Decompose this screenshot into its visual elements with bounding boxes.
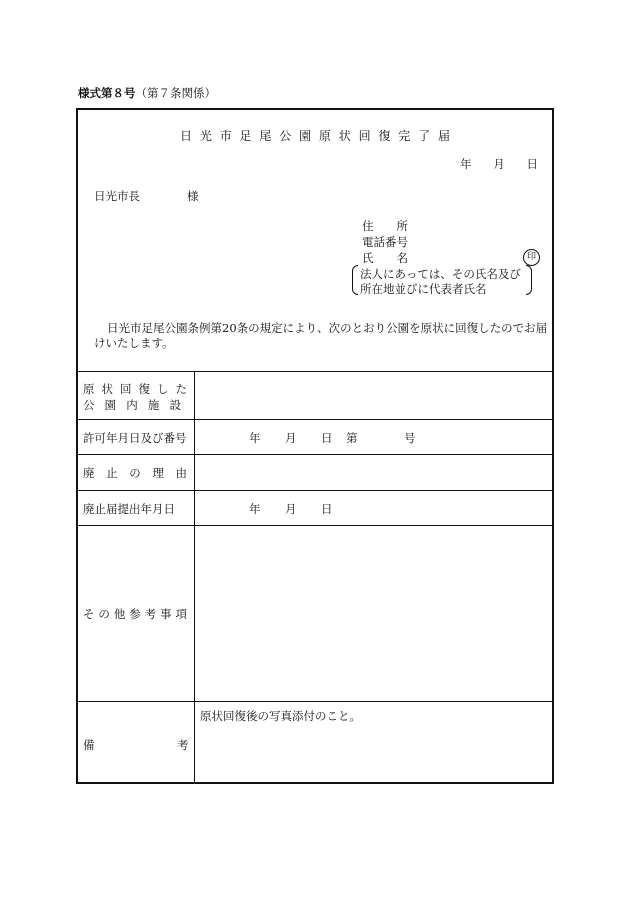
header-year: 年 [460,157,472,171]
row-divider [76,454,554,455]
form-number [78,85,216,101]
permit-year: 年 [249,431,261,445]
seal-icon: 印 [523,249,540,266]
facility-label-line2: 公 園 内 施 設 [83,398,181,412]
row-divider [76,525,554,526]
column-divider [194,371,195,783]
facility-label-line1: 原 状 回 復 し た [83,382,187,396]
submit-day: 日 [321,502,333,516]
form-frame [76,108,554,784]
phone-label: 電話番号 [362,235,408,249]
row-divider [76,371,554,372]
remarks-label-left: 備 [83,738,95,752]
corporate-note-line1: 法人にあっては、その氏名及び [360,267,521,281]
body-line2: けいたします。 [94,336,174,350]
submit-label: 廃止届提出年月日 [83,502,175,516]
body-line1: 日光市足尾公園条例第20条の規定により、次のとおり公園を原状に回復したのでお届 [107,321,548,335]
row-divider [76,490,554,491]
form-number-bold: 様式第８号 [78,86,136,100]
row-divider [76,701,554,702]
permit-dai: 第 [346,431,358,445]
submit-month: 月 [285,502,297,516]
row-divider [76,419,554,420]
corporate-note-line2: 所在地並びに代表者氏名 [360,282,487,296]
permit-label: 許可年月日及び番号 [83,431,187,445]
other-label: そ の 他 参 考 事 項 [83,607,187,621]
bracket-left [352,265,358,295]
addressee-honorific: 様 [187,189,199,203]
remarks-value: 原状回復後の写真添付のこと。 [200,709,361,723]
permit-value [249,430,416,446]
addressee-name: 日光市長 [94,189,140,203]
submit-value [249,501,333,517]
permit-day: 日 [321,431,333,445]
header-date [460,156,538,172]
permit-month: 月 [285,431,297,445]
header-month: 月 [493,157,505,171]
permit-gou: 号 [404,431,416,445]
address-label: 住 所 [362,219,408,233]
submit-year: 年 [249,502,261,516]
header-day: 日 [526,157,538,171]
bracket-right [526,265,532,295]
name-label: 氏 名 [362,251,408,265]
form-title: 日 光 市 足 尾 公 園 原 状 回 復 完 了 届 [180,129,450,143]
remarks-label-right: 考 [177,738,189,752]
form-number-relation: （第７条関係） [135,86,216,100]
reason-label: 廃 止 の 理 由 [83,466,187,480]
